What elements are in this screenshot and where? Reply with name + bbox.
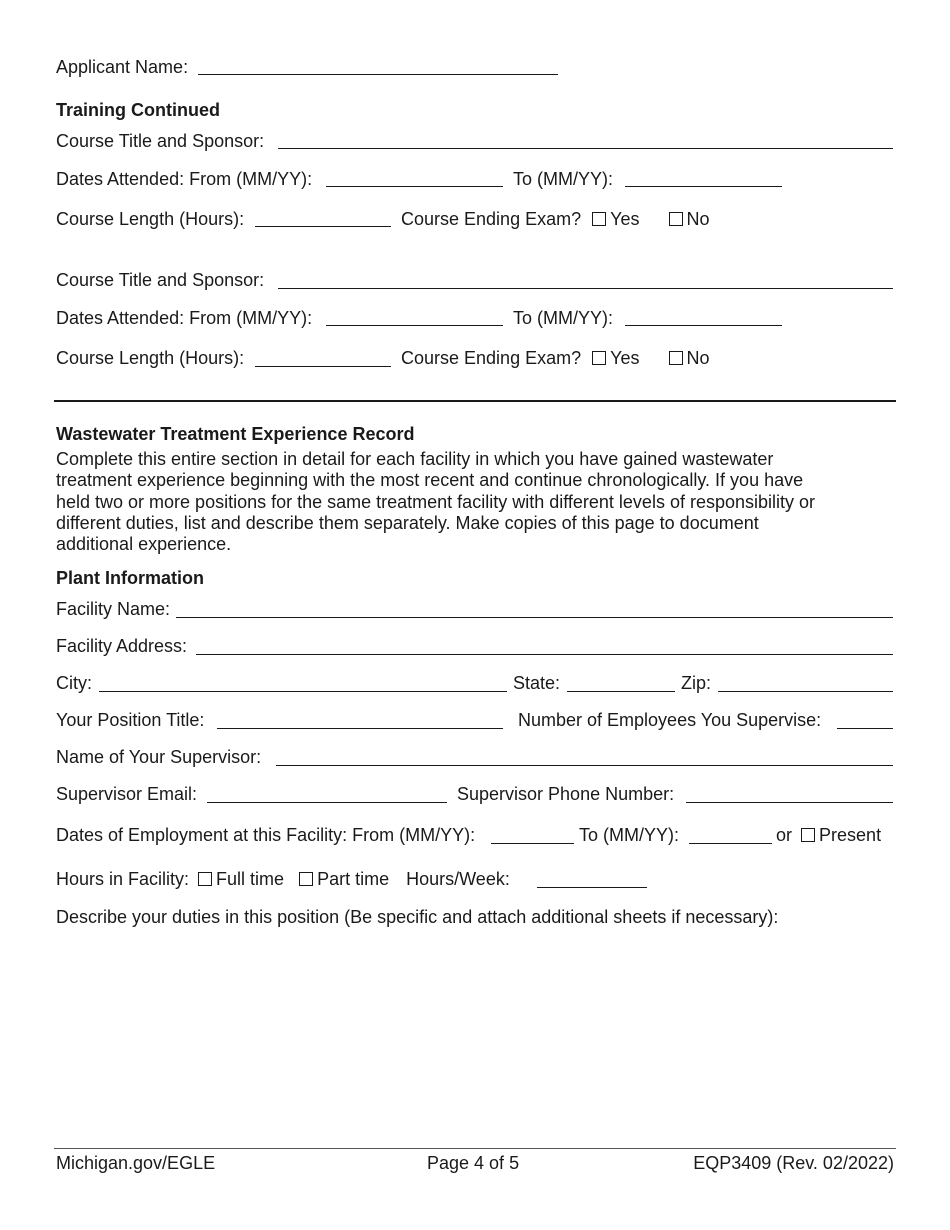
course2-exam-yes-label: Yes — [610, 348, 640, 368]
course2-exam-no-label: No — [686, 348, 710, 368]
course2-exam-label: Course Ending Exam? — [401, 348, 582, 368]
duties-label: Describe your duties in this position (Be specific and attach additional sheets if necessary): — [56, 907, 779, 927]
experience-heading: Wastewater Treatment Experience Record — [56, 424, 415, 444]
facility-address-label: Facility Address: — [56, 636, 188, 656]
employment-to-field[interactable] — [689, 843, 772, 844]
state-label: State: — [513, 673, 561, 693]
facility-address-field[interactable] — [196, 654, 893, 655]
course1-exam-label: Course Ending Exam? — [401, 209, 582, 229]
facility-name-field[interactable] — [176, 617, 893, 618]
course1-to-field[interactable] — [625, 186, 782, 187]
experience-instructions — [56, 449, 856, 555]
course1-exam-yes-label: Yes — [610, 209, 640, 229]
present-checkbox[interactable] — [801, 828, 815, 842]
present-label: Present — [819, 825, 882, 845]
supervisor-name-label: Name of Your Supervisor: — [56, 747, 262, 767]
course2-to-label: To (MM/YY): — [513, 308, 614, 328]
course2-title-field[interactable] — [278, 288, 893, 289]
full-time-label: Full time — [216, 869, 285, 889]
training-heading: Training Continued — [56, 100, 220, 120]
course2-exam-group — [401, 348, 710, 368]
instructions-line-5: additional experience. — [56, 534, 232, 555]
supervisor-name-field[interactable] — [276, 765, 893, 766]
course1-length-label: Course Length (Hours): — [56, 209, 245, 229]
zip-label: Zip: — [681, 673, 712, 693]
course1-to-label: To (MM/YY): — [513, 169, 614, 189]
hours-label: Hours in Facility: — [56, 869, 190, 889]
hours-week-label: Hours/Week: — [406, 869, 510, 889]
footer-website: Michigan.gov/EGLE — [56, 1153, 216, 1173]
state-field[interactable] — [567, 691, 675, 692]
num-employees-label: Number of Employees You Supervise: — [518, 710, 822, 730]
supervisor-phone-label: Supervisor Phone Number: — [457, 784, 675, 804]
course1-from-field[interactable] — [326, 186, 503, 187]
hours-week-field[interactable] — [537, 887, 647, 888]
footer-page-number: Page 4 of 5 — [427, 1153, 520, 1173]
instructions-line-4: different duties, list and describe them separately. Make copies of this page to document — [56, 512, 759, 533]
instructions-line-1: Complete this entire section in detail for each facility in which you have gained wastewater — [56, 449, 774, 469]
duties-field[interactable] — [56, 935, 894, 1135]
course1-exam-group — [401, 209, 710, 229]
course1-exam-yes-checkbox[interactable] — [592, 212, 606, 226]
supervisor-email-label: Supervisor Email: — [56, 784, 198, 804]
part-time-checkbox[interactable] — [299, 872, 313, 886]
plant-heading: Plant Information — [56, 568, 204, 588]
course1-exam-no-label: No — [686, 209, 710, 229]
footer-divider — [54, 1148, 896, 1149]
position-title-field[interactable] — [217, 728, 503, 729]
num-employees-field[interactable] — [837, 728, 893, 729]
course2-from-field[interactable] — [326, 325, 503, 326]
course2-from-label: Dates Attended: From (MM/YY): — [56, 308, 313, 328]
position-title-label: Your Position Title: — [56, 710, 205, 730]
facility-name-label: Facility Name: — [56, 599, 171, 619]
or-label: or — [776, 825, 793, 845]
course2-exam-no-checkbox[interactable] — [669, 351, 683, 365]
employment-from-field[interactable] — [491, 843, 574, 844]
employment-to-label: To (MM/YY): — [579, 825, 680, 845]
supervisor-email-field[interactable] — [207, 802, 447, 803]
supervisor-phone-field[interactable] — [686, 802, 893, 803]
applicant-name-label: Applicant Name: — [56, 57, 189, 77]
city-field[interactable] — [99, 691, 507, 692]
course1-title-field[interactable] — [278, 148, 893, 149]
course2-length-label: Course Length (Hours): — [56, 348, 245, 368]
city-label: City: — [56, 673, 92, 693]
present-group — [776, 825, 881, 845]
applicant-name-field[interactable] — [198, 74, 558, 75]
footer-form-id: EQP3409 (Rev. 02/2022) — [693, 1153, 894, 1173]
course2-exam-yes-checkbox[interactable] — [592, 351, 606, 365]
instructions-line-3: held two or more positions for the same treatment facility with different levels of responsibility or — [56, 491, 816, 512]
course1-title-label: Course Title and Sponsor: — [56, 131, 265, 151]
course2-title-label: Course Title and Sponsor: — [56, 270, 265, 290]
course2-length-field[interactable] — [255, 366, 391, 367]
employment-from-label: Dates of Employment at this Facility: From (MM/YY): — [56, 825, 476, 845]
course1-length-field[interactable] — [255, 226, 391, 227]
instructions-line-2: treatment experience beginning with the most recent and continue chronologically. If you have — [56, 470, 804, 491]
hours-group — [56, 869, 510, 889]
part-time-label: Part time — [317, 869, 390, 889]
course1-from-label: Dates Attended: From (MM/YY): — [56, 169, 313, 189]
zip-field[interactable] — [718, 691, 893, 692]
course1-exam-no-checkbox[interactable] — [669, 212, 683, 226]
full-time-checkbox[interactable] — [198, 872, 212, 886]
section-divider — [54, 400, 896, 402]
course2-to-field[interactable] — [625, 325, 782, 326]
